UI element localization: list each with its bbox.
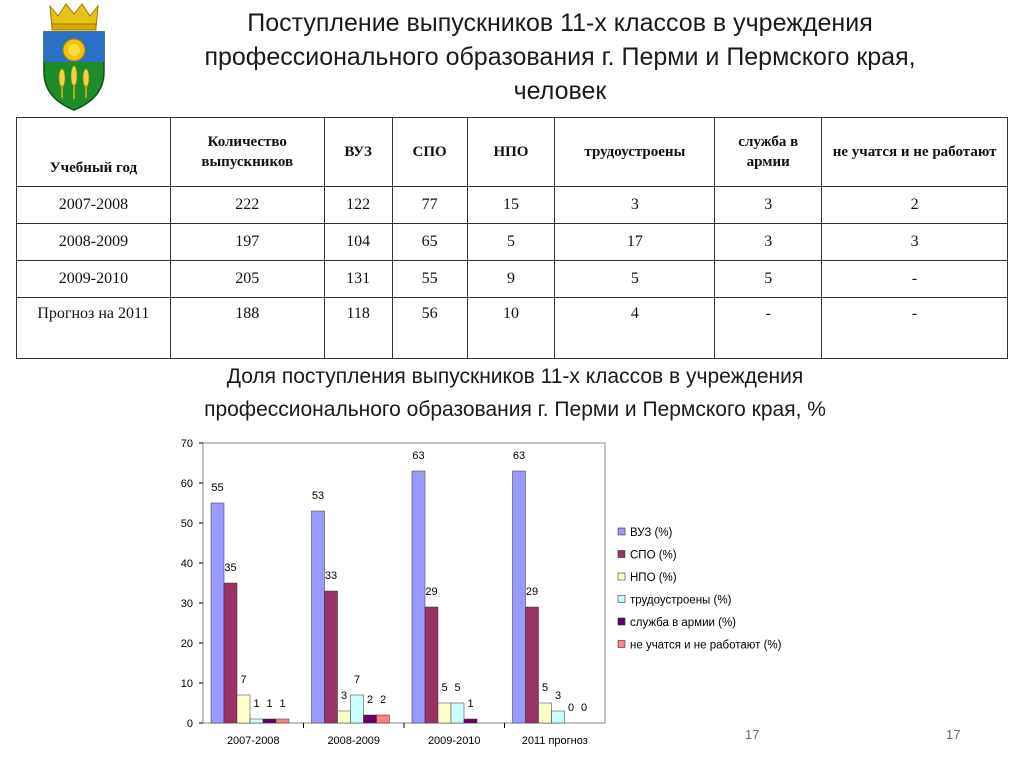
bar bbox=[224, 583, 237, 723]
title-line-3: человек bbox=[513, 77, 607, 105]
bar bbox=[211, 503, 224, 723]
bar bbox=[539, 703, 552, 723]
bar bbox=[250, 719, 263, 723]
bar bbox=[438, 703, 451, 723]
header-employed: трудоустроены bbox=[555, 118, 715, 187]
data-label: 2 bbox=[366, 694, 374, 706]
cell-graduates: 222 bbox=[170, 187, 324, 224]
title-line-2: профессионального образования г. Перми и Пермского края, bbox=[204, 43, 916, 71]
legend-entry: ВУЗ (%) bbox=[630, 527, 673, 539]
data-label: 63 bbox=[512, 450, 526, 462]
x-tick-label: 2011 прогноз bbox=[521, 735, 588, 747]
data-label: 3 bbox=[340, 690, 348, 702]
bar bbox=[263, 719, 276, 723]
legend-swatch bbox=[618, 618, 625, 625]
bar bbox=[276, 719, 289, 723]
bar bbox=[464, 719, 477, 723]
y-tick-label: 30 bbox=[180, 598, 193, 610]
table-row bbox=[17, 298, 1008, 359]
data-label: 55 bbox=[211, 482, 224, 494]
table-row bbox=[17, 261, 1008, 298]
bar bbox=[513, 471, 526, 723]
sun-icon bbox=[63, 39, 85, 61]
bar bbox=[351, 695, 364, 723]
bar bbox=[364, 715, 377, 723]
legend-entry: служба в армии (%) bbox=[630, 617, 737, 629]
page-number-right: 17 bbox=[946, 727, 961, 742]
page-number-left: 17 bbox=[745, 727, 760, 742]
share-bar-chart bbox=[160, 432, 860, 752]
cell-graduates: 197 bbox=[170, 224, 324, 261]
graduates-table bbox=[16, 117, 1008, 359]
data-label: 33 bbox=[324, 570, 338, 582]
cell-npo: 5 bbox=[467, 224, 555, 261]
header-spo: СПО bbox=[392, 118, 467, 187]
legend-entry: НПО (%) bbox=[630, 572, 677, 584]
legend-swatch bbox=[618, 596, 625, 603]
cell-army: 3 bbox=[715, 224, 822, 261]
page-title bbox=[120, 6, 1000, 108]
cell-graduates: 205 bbox=[170, 261, 324, 298]
header-army: служба в армии bbox=[715, 118, 822, 187]
bar bbox=[425, 607, 438, 723]
data-label: 63 bbox=[412, 450, 425, 462]
header-vuz: ВУЗ bbox=[324, 118, 392, 187]
legend-swatch bbox=[618, 641, 625, 648]
legend-swatch bbox=[618, 528, 625, 535]
y-tick-label: 40 bbox=[180, 558, 193, 570]
cell-vuz: 118 bbox=[324, 298, 392, 359]
cell-npo: 9 bbox=[467, 261, 555, 298]
bar bbox=[312, 511, 325, 723]
y-tick-label: 50 bbox=[180, 518, 193, 530]
cell-army: - bbox=[715, 298, 822, 359]
y-tick-label: 10 bbox=[180, 678, 193, 690]
data-label: 29 bbox=[525, 586, 539, 598]
coat-of-arms-emblem bbox=[38, 0, 110, 112]
data-label: 1 bbox=[279, 698, 286, 710]
cell-idle: 2 bbox=[822, 187, 1008, 224]
data-label: 7 bbox=[240, 674, 247, 686]
data-label: 5 bbox=[454, 682, 461, 694]
chart-title-line-1: Доля поступления выпускников 11-х классов в учреждения bbox=[226, 365, 804, 388]
data-label: 2 bbox=[379, 694, 387, 706]
x-tick-label: 2008-2009 bbox=[327, 735, 381, 747]
bar bbox=[552, 711, 565, 723]
crown-icon bbox=[50, 4, 98, 30]
cell-vuz: 104 bbox=[324, 224, 392, 261]
legend-swatch bbox=[618, 551, 625, 558]
cell-vuz: 122 bbox=[324, 187, 392, 224]
bar bbox=[338, 711, 351, 723]
data-label: 1 bbox=[467, 698, 474, 710]
data-label: 0 bbox=[567, 702, 575, 714]
bar bbox=[377, 715, 390, 723]
data-label: 29 bbox=[425, 586, 438, 598]
data-label: 3 bbox=[554, 690, 562, 702]
cell-year: 2007-2008 bbox=[17, 187, 171, 224]
data-label: 53 bbox=[311, 490, 325, 502]
cell-idle: - bbox=[822, 261, 1008, 298]
cell-employed: 17 bbox=[555, 224, 715, 261]
data-label: 0 bbox=[580, 702, 588, 714]
cell-year: 2008-2009 bbox=[17, 224, 171, 261]
bar bbox=[325, 591, 338, 723]
cell-spo: 65 bbox=[392, 224, 467, 261]
x-tick-label: 2009-2010 bbox=[427, 735, 481, 747]
bar bbox=[237, 695, 250, 723]
cell-spo: 55 bbox=[392, 261, 467, 298]
cell-vuz: 131 bbox=[324, 261, 392, 298]
graduates-table-container bbox=[16, 117, 1008, 359]
header-npo: НПО bbox=[467, 118, 555, 187]
cell-year: 2009-2010 bbox=[17, 261, 171, 298]
data-label: 7 bbox=[353, 674, 361, 686]
bar bbox=[451, 703, 464, 723]
data-label: 5 bbox=[441, 682, 448, 694]
plot-area bbox=[203, 443, 605, 723]
cell-army: 5 bbox=[715, 261, 822, 298]
chart-title bbox=[100, 360, 930, 426]
cell-idle: 3 bbox=[822, 224, 1008, 261]
cell-npo: 10 bbox=[467, 298, 555, 359]
legend-swatch bbox=[618, 573, 625, 580]
cell-spo: 56 bbox=[392, 298, 467, 359]
y-tick-label: 20 bbox=[180, 638, 193, 650]
header-idle: не учатся и не работают bbox=[822, 118, 1008, 187]
header-year: Учебный год bbox=[17, 118, 171, 187]
cell-employed: 5 bbox=[555, 261, 715, 298]
legend-entry: СПО (%) bbox=[630, 549, 677, 562]
cell-army: 3 bbox=[715, 187, 822, 224]
legend-entry: трудоустроены (%) bbox=[630, 594, 732, 607]
title-line-1: Поступление выпускников 11-х классов в учреждения bbox=[247, 9, 873, 37]
bar bbox=[526, 607, 539, 723]
bar bbox=[412, 471, 425, 723]
y-tick-label: 0 bbox=[186, 718, 193, 730]
table-row bbox=[17, 187, 1008, 224]
cell-idle: - bbox=[822, 298, 1008, 359]
cell-npo: 15 bbox=[467, 187, 555, 224]
table-header-row bbox=[17, 118, 1008, 187]
chart-title-line-2: профессионального образования г. Перми и Пермского края, % bbox=[204, 398, 826, 421]
header-graduates: Количество выпускников bbox=[170, 118, 324, 187]
cell-graduates: 188 bbox=[170, 298, 324, 359]
legend-entry: не учатся и не работают (%) bbox=[630, 639, 782, 652]
y-tick-label: 70 bbox=[180, 438, 193, 450]
cell-employed: 4 bbox=[555, 298, 715, 359]
table-row bbox=[17, 224, 1008, 261]
cell-year: Прогноз на 2011 bbox=[17, 298, 171, 359]
y-tick-label: 60 bbox=[180, 478, 193, 490]
data-label: 35 bbox=[224, 562, 237, 574]
cell-employed: 3 bbox=[555, 187, 715, 224]
cell-spo: 77 bbox=[392, 187, 467, 224]
data-label: 1 bbox=[266, 698, 273, 710]
x-tick-label: 2007-2008 bbox=[226, 735, 280, 747]
data-label: 1 bbox=[253, 698, 260, 710]
data-label: 5 bbox=[541, 682, 549, 694]
